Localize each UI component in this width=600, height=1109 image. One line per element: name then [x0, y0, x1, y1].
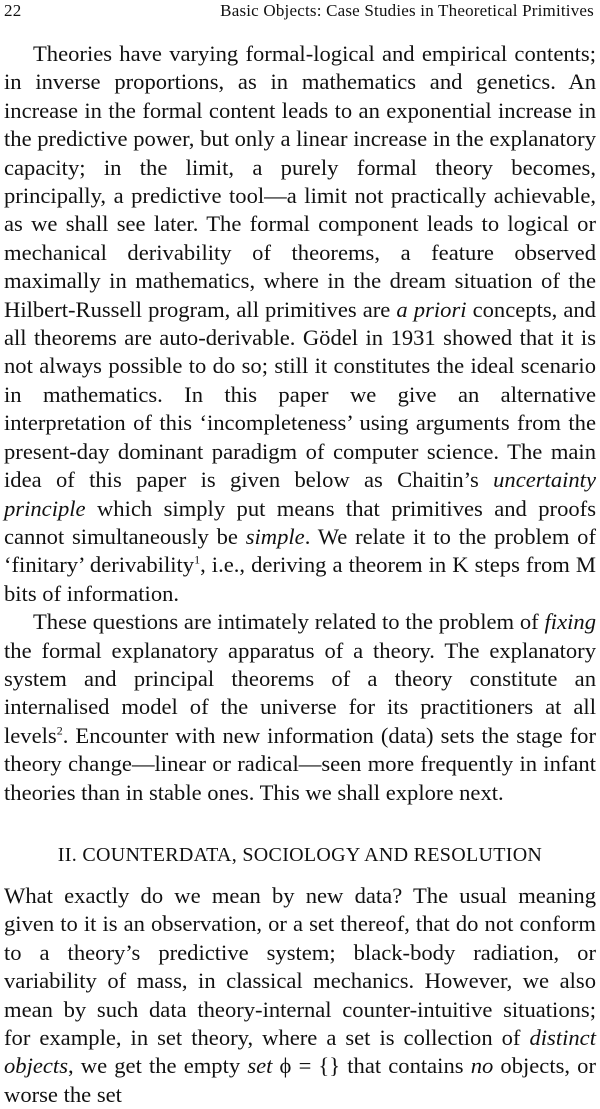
text-run: , i.e., deriving a theorem in K steps from M bits of information. — [4, 552, 596, 606]
text-run: objects, or worse the set — [4, 1053, 597, 1107]
paragraph-new-data — [4, 882, 596, 1109]
italic-term: no — [470, 1053, 494, 1079]
italic-term: a priori — [396, 296, 467, 322]
footnote-marker: 2 — [56, 723, 63, 738]
italic-term: uncertainty principle — [4, 467, 596, 521]
running-header — [4, 0, 594, 22]
text-run: These questions are intimately related to the problem of — [33, 609, 545, 635]
italic-term: distinct objects — [4, 1025, 596, 1079]
italic-term: set — [247, 1053, 273, 1079]
text-run: What exactly do we mean by new data? The usual meaning given to it is an observation, or a set thereof, that do not conform to a theory’s predictive system; black-body radiation, or variability of mass, in classical mechanics. However, we also mean by such data theory-internal counter-intuitive situations; for example, in set theory, where a set is collection of — [4, 882, 596, 1050]
text-run: ϕ = {} that contains — [272, 1053, 471, 1079]
section-spacer — [4, 807, 596, 841]
text-run: . Encounter with new information (data) sets the stage for theory change—linear or radical—seen more frequently in infant theories than in stable ones. This we shall explore next. — [4, 722, 596, 805]
text-run: , we get the empty — [68, 1053, 248, 1079]
italic-term: fixing — [544, 609, 596, 635]
paragraph-questions — [4, 608, 596, 807]
text-run: the formal explanatory apparatus of a theory. The explanatory system and principal theorems of a theory constitute an internalised model of the universe for its practitioners at all levels — [4, 637, 596, 748]
page-number: 22 — [4, 1, 22, 20]
section-heading: II. COUNTERDATA, SOCIOLOGY AND RESOLUTION — [57, 843, 543, 866]
body-text — [4, 40, 596, 1109]
text-run: Theories have varying formal-logical and empirical contents; in inverse proportions, as in mathematics and genetics. An increase in the formal content leads to an exponential increase in the predictive power, but only a linear increase in the explanatory capacity; in the limit, a purely formal theory becomes, principally, a predictive tool—a limit not practically achievable, as we shall see later. The formal component leads to logical or mechanical derivability of theorems, a feature observed maximally in mathematics, where in the dream situation of the Hilbert-Russell program, all primitives are — [4, 41, 596, 322]
running-title: Basic Objects: Case Studies in Theoretical Primitives — [220, 1, 594, 20]
text-run: concepts, and all theorems are auto-derivable. Gödel in 1931 showed that it is not always possible to do so; still it constitutes the ideal scenario in mathematics. In this paper we give an alternative interpretation of this ‘incompleteness’ using arguments from the present-day dominant paradigm of computer science. The main idea of this paper is given below as Chaitin’s — [4, 296, 596, 493]
footnote-marker: 1 — [194, 552, 201, 567]
italic-term: simple — [245, 523, 305, 549]
text-run: . We relate it to the problem of ‘finitary’ derivability — [4, 523, 596, 578]
text-run: which simply put means that primitives and proofs cannot simultaneously be — [4, 495, 596, 549]
paragraph-theories — [4, 40, 596, 608]
